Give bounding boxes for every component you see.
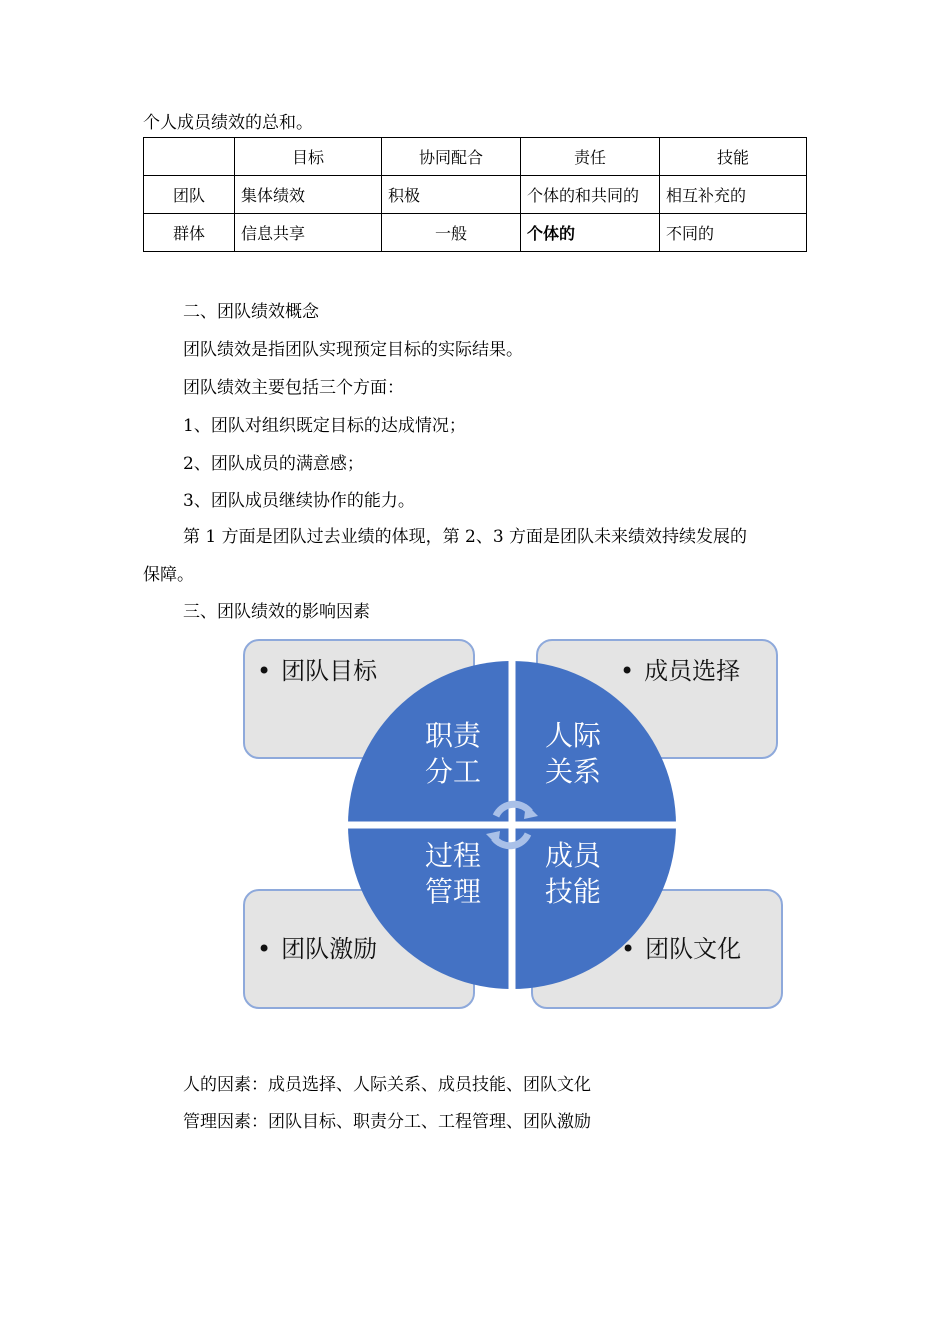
aspect-item: 2、团队成员的满意感；	[183, 454, 364, 474]
quadrant-circle	[346, 659, 678, 991]
aspects-intro: 团队绩效主要包括三个方面：	[183, 378, 404, 398]
quadrant-duty-division	[408, 718, 498, 790]
quadrant-text: 管理	[424, 875, 481, 908]
table-cell: 信息共享	[235, 214, 382, 252]
comparison-table	[143, 137, 807, 252]
table-header-cell: 目标	[235, 138, 382, 176]
definition-text: 团队绩效是指团队实现预定目标的实际结果。	[183, 340, 523, 360]
quadrant-text: 分工	[424, 755, 481, 788]
bullet-icon: •	[620, 657, 635, 685]
table-row	[144, 214, 807, 252]
factor-text: 成员选择	[644, 657, 741, 685]
table-cell: 一般	[382, 214, 521, 252]
intro-text: 个人成员绩效的总和。	[143, 113, 313, 133]
table-cell: 集体绩效	[235, 176, 382, 214]
table-cell: 群体	[144, 214, 235, 252]
table-cell: 不同的	[660, 214, 807, 252]
table-cell: 团队	[144, 176, 235, 214]
bullet-icon: •	[257, 935, 272, 963]
quadrant-text: 成员	[544, 839, 601, 872]
quadrant-text: 关系	[544, 755, 601, 788]
aspect-item: 1、团队对组织既定目标的达成情况；	[183, 416, 466, 436]
table-cell: 个体的	[521, 214, 660, 252]
table-header-cell: 协同配合	[382, 138, 521, 176]
factor-text: 团队目标	[281, 657, 378, 685]
people-factors: 人的因素：成员选择、人际关系、成员技能、团队文化	[183, 1075, 591, 1095]
table-header-row	[144, 138, 807, 176]
quadrant-process-management	[408, 838, 498, 910]
table-header-cell: 责任	[521, 138, 660, 176]
quadrant-text: 技能	[544, 875, 601, 908]
bullet-icon: •	[621, 935, 636, 963]
table-cell: 积极	[382, 176, 521, 214]
influence-factors-diagram	[240, 636, 788, 1016]
quadrant-relations	[528, 718, 618, 790]
quadrant-text: 职责	[424, 719, 481, 752]
summary-text-line2: 保障。	[143, 565, 194, 585]
bullet-icon: •	[257, 657, 272, 685]
aspect-item: 3、团队成员继续协作的能力。	[183, 491, 415, 511]
table-header-cell: 技能	[660, 138, 807, 176]
table-header-cell	[144, 138, 235, 176]
management-factors: 管理因素：团队目标、职责分工、工程管理、团队激励	[183, 1112, 591, 1132]
quadrant-text: 过程	[424, 839, 481, 872]
factor-text: 团队文化	[645, 935, 742, 963]
quadrant-text: 人际	[544, 719, 601, 752]
table-cell: 相互补充的	[660, 176, 807, 214]
section3-heading: 三、团队绩效的影响因素	[183, 602, 370, 622]
factor-text: 团队激励	[281, 935, 378, 963]
table-cell: 个体的和共同的	[521, 176, 660, 214]
quadrant-member-skills	[528, 838, 618, 910]
summary-text-line1: 第 1 方面是团队过去业绩的体现，第 2、3 方面是团队未来绩效持续发展的	[183, 527, 748, 547]
section2-heading: 二、团队绩效概念	[183, 302, 319, 322]
table-row	[144, 176, 807, 214]
